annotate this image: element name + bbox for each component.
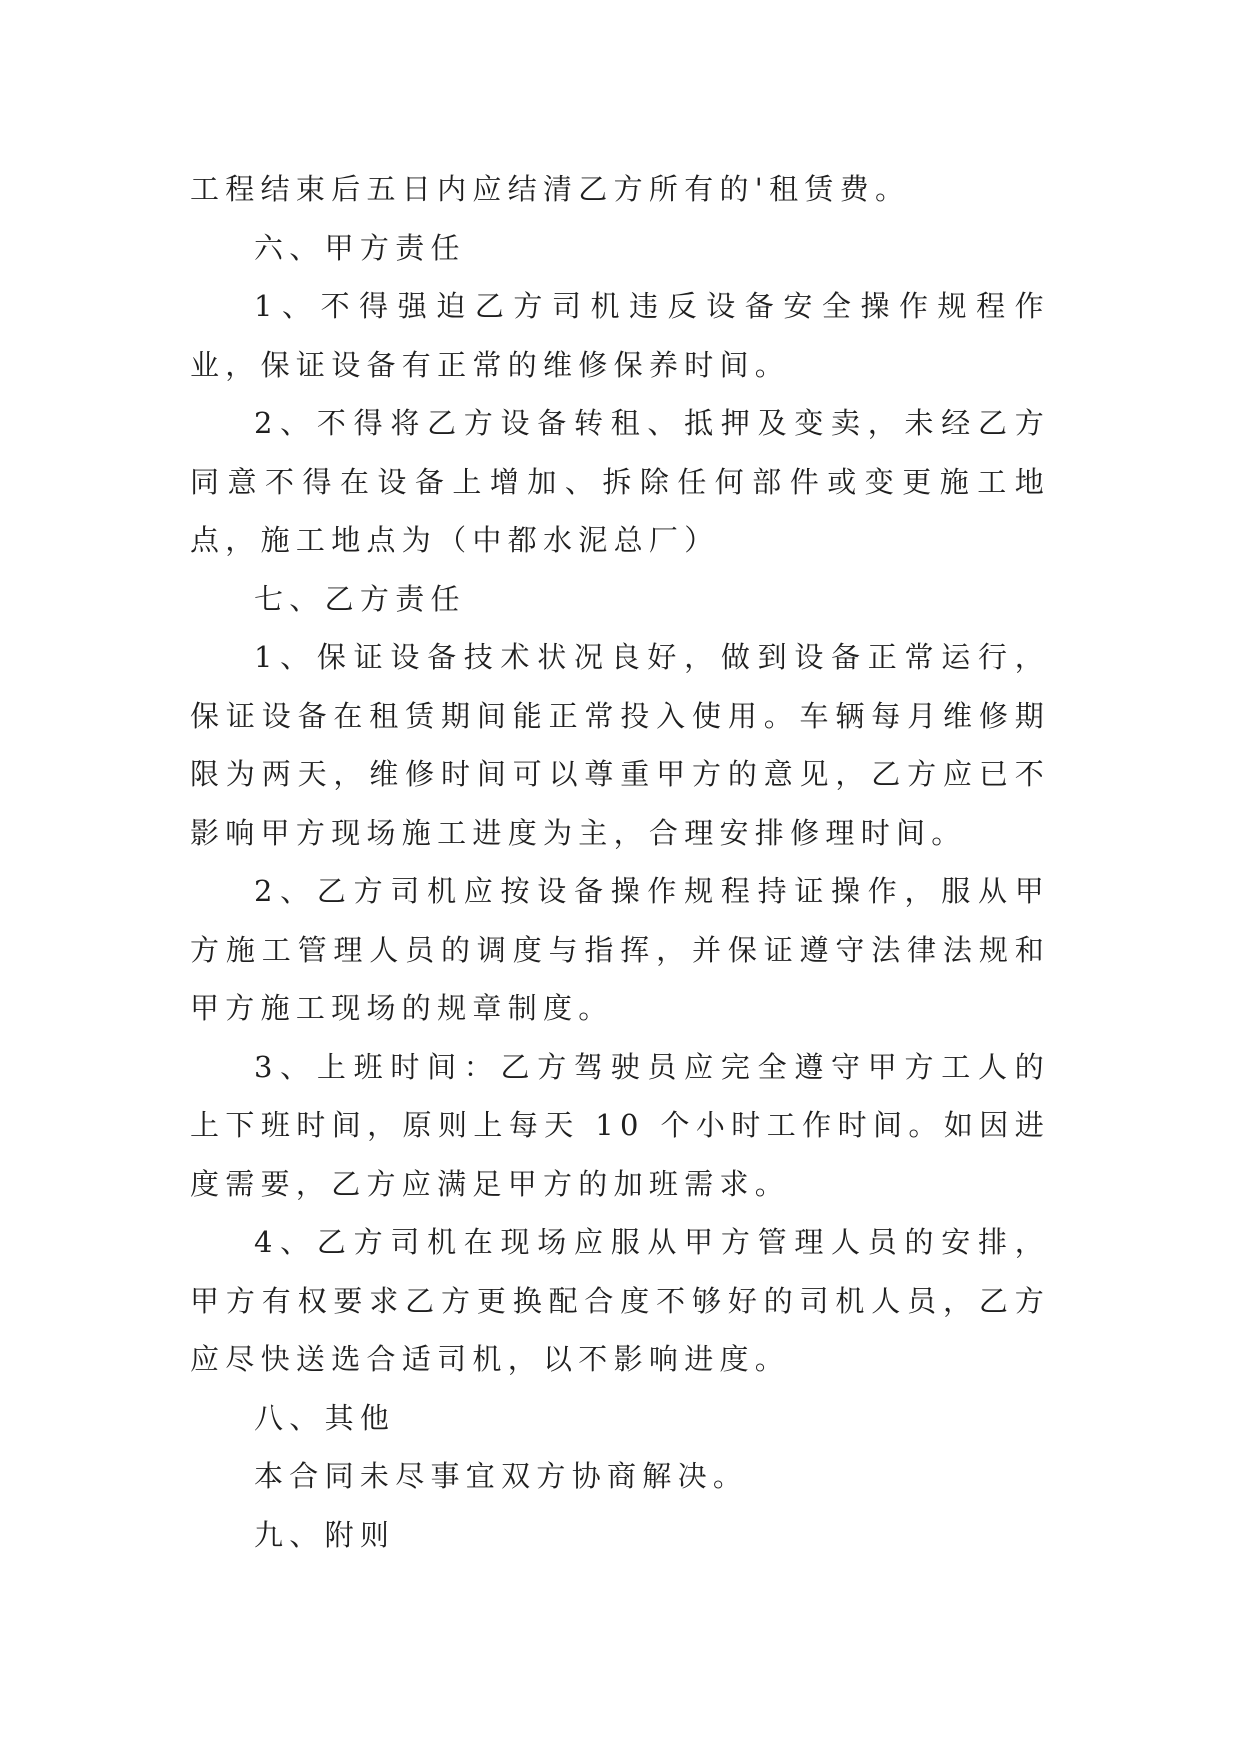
section-heading-party-a-duties: 六、甲方责任 [254, 230, 466, 265]
paragraph-party-b-duty-2: 2、乙方司机应按设备操作规程持证操作，服从甲方施工管理人员的调度与指挥，并保证遵守法律法规和甲方施工现场的规章制度。 [190, 874, 1050, 1025]
paragraph-party-b-duty-4: 4、乙方司机在现场应服从甲方管理人员的安排，甲方有权要求乙方更换配合度不够好的司机人员，乙方应尽快送选合适司机，以不影响进度。 [190, 1225, 1050, 1376]
paragraph-party-a-duty-2: 2、不得将乙方设备转租、抵押及变卖，未经乙方同意不得在设备上增加、拆除任何部件或变更施工地点，施工地点为（中都水泥总厂） [190, 406, 1050, 557]
paragraph-party-b-duty-3: 3、上班时间：乙方驾驶员应完全遵守甲方工人的上下班时间，原则上每天 10 个小时工作时间。如因进度需要，乙方应满足甲方的加班需求。 [190, 1049, 1050, 1201]
paragraph-party-a-duty-1: 1、不得强迫乙方司机违反设备安全操作规程作业，保证设备有正常的维修保养时间。 [190, 289, 1050, 382]
paragraph-party-b-duty-1: 1、保证设备技术状况良好，做到设备正常运行，保证设备在租赁期间能正常投入使用。车辆每月维修期限为两天，维修时间可以尊重甲方的意见，乙方应已不影响甲方现场施工进度为主，合理安排修理时间。 [190, 640, 1050, 850]
section-heading-other: 八、其他 [254, 1400, 396, 1435]
section-heading-party-b-duties: 七、乙方责任 [254, 581, 466, 616]
document-body [190, 160, 1050, 1564]
paragraph-payment-settlement: 工程结束后五日内应结清乙方所有的'租赁费。 [190, 172, 911, 206]
section-heading-appendix: 九、附则 [254, 1517, 396, 1552]
paragraph-other: 本合同未尽事宜双方协商解决。 [254, 1459, 749, 1493]
